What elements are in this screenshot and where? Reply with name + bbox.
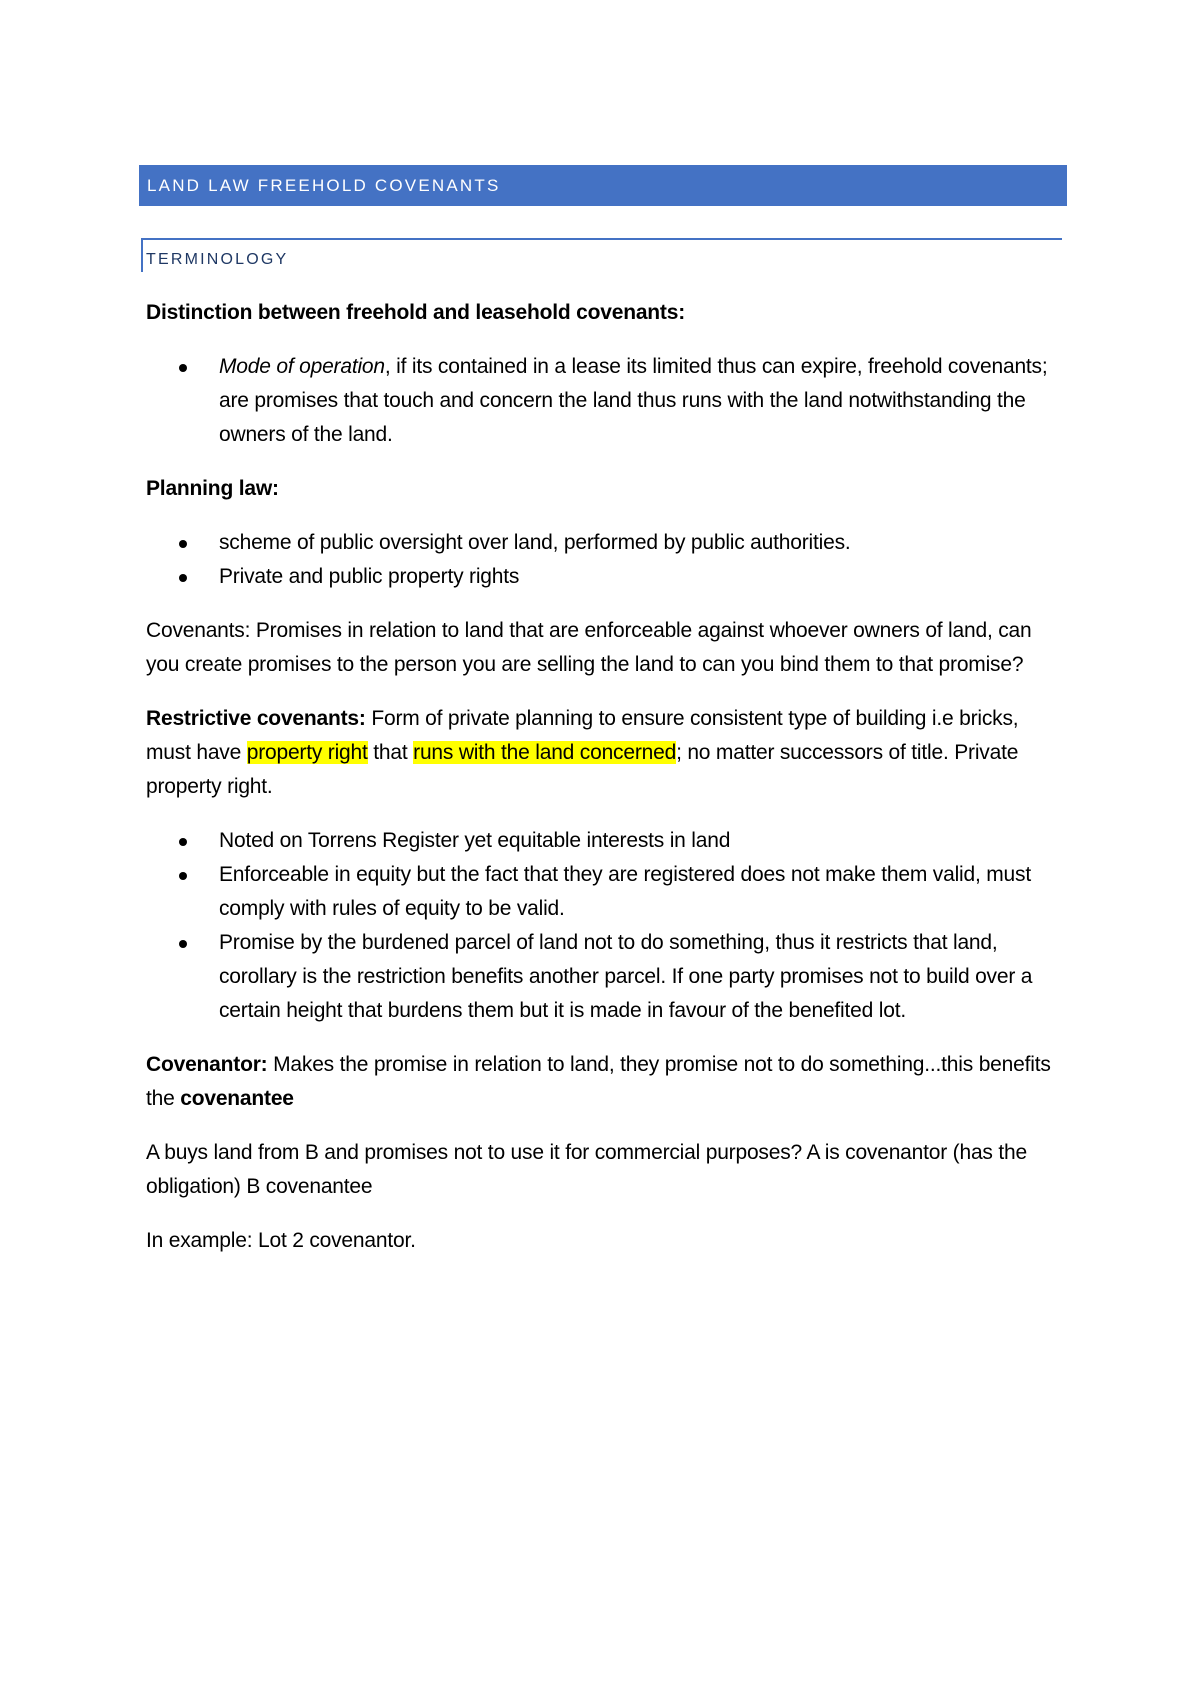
paragraph-example-ab: A buys land from B and promises not to use it for commercial purposes? A is covenantor (has the obligation) B covenantee [146, 1141, 1027, 1198]
term-restrictive-covenants: Restrictive covenants: [146, 707, 366, 730]
list-item-text: scheme of public oversight over land, performed by public authorities. [219, 531, 851, 554]
paragraph-distinction-heading: Distinction between freehold and leasehold covenants: [146, 301, 685, 324]
list-item-italic: Mode of operation [219, 355, 385, 378]
bullet-list-planning [146, 526, 1066, 594]
document-body [146, 296, 1066, 1278]
bullet-list-restrictive [146, 824, 1066, 1028]
bullet-icon [179, 838, 187, 846]
highlighted-text: runs with the land concerned [413, 741, 677, 764]
list-item [219, 824, 1066, 858]
list-item [219, 858, 1066, 926]
bullet-list-distinction [146, 350, 1066, 452]
section-heading-rule [141, 238, 1062, 240]
term-covenantee: covenantee [180, 1087, 294, 1110]
list-item-text: Promise by the burdened parcel of land not to do something, thus it restricts that land, corollary is the restriction benefits another parcel. If one party promises not to build over a certain height that burdens them but it is made in favour of the benefited lot. [219, 931, 1033, 1022]
list-item [219, 350, 1066, 452]
list-item-text: Private and public property rights [219, 565, 520, 588]
paragraph-text: Makes the promise in relation to land, they promise not to do something...this benefits the [146, 1053, 1051, 1110]
bullet-icon [179, 940, 187, 948]
bullet-icon [179, 540, 187, 548]
highlighted-text: property right [246, 741, 368, 764]
document-title: LAND LAW FREEHOLD COVENANTS [147, 175, 501, 195]
list-item-text: Enforceable in equity but the fact that they are registered does not make them valid, must comply with rules of equity to be valid. [219, 863, 1031, 920]
list-item-text: , if its contained in a lease its limited thus can expire, freehold covenants; are promises that touch and concern the land thus runs with the land notwithstanding the owners of the land. [219, 355, 1048, 446]
list-item-text: Noted on Torrens Register yet equitable interests in land [219, 829, 731, 852]
term-covenantor: Covenantor: [146, 1053, 268, 1076]
paragraph-covenants: Covenants: Promises in relation to land that are enforceable against whoever owners of land, can you create promises to the person you are selling the land to can you bind them to that promise? [146, 619, 1032, 676]
bullet-icon [179, 574, 187, 582]
title-bar [139, 165, 1067, 206]
list-item [219, 526, 1066, 560]
paragraph-text: ; no matter successors of title. Private property right. [146, 741, 1019, 798]
list-item [219, 560, 1066, 594]
paragraph-covenantor [146, 1048, 1066, 1116]
paragraph-restrictive-covenants [146, 702, 1066, 804]
paragraph-text: that [367, 741, 414, 764]
paragraph-planning-law-heading: Planning law: [146, 477, 279, 500]
list-item [219, 926, 1066, 1028]
section-heading-left-border [141, 238, 143, 272]
bullet-icon [179, 872, 187, 880]
section-heading: TERMINOLOGY [146, 251, 289, 268]
paragraph-text: Form of private planning to ensure consistent type of building i.e bricks, must have [146, 707, 1019, 764]
paragraph-example-lot: In example: Lot 2 covenantor. [146, 1229, 416, 1252]
bullet-icon [179, 364, 187, 372]
